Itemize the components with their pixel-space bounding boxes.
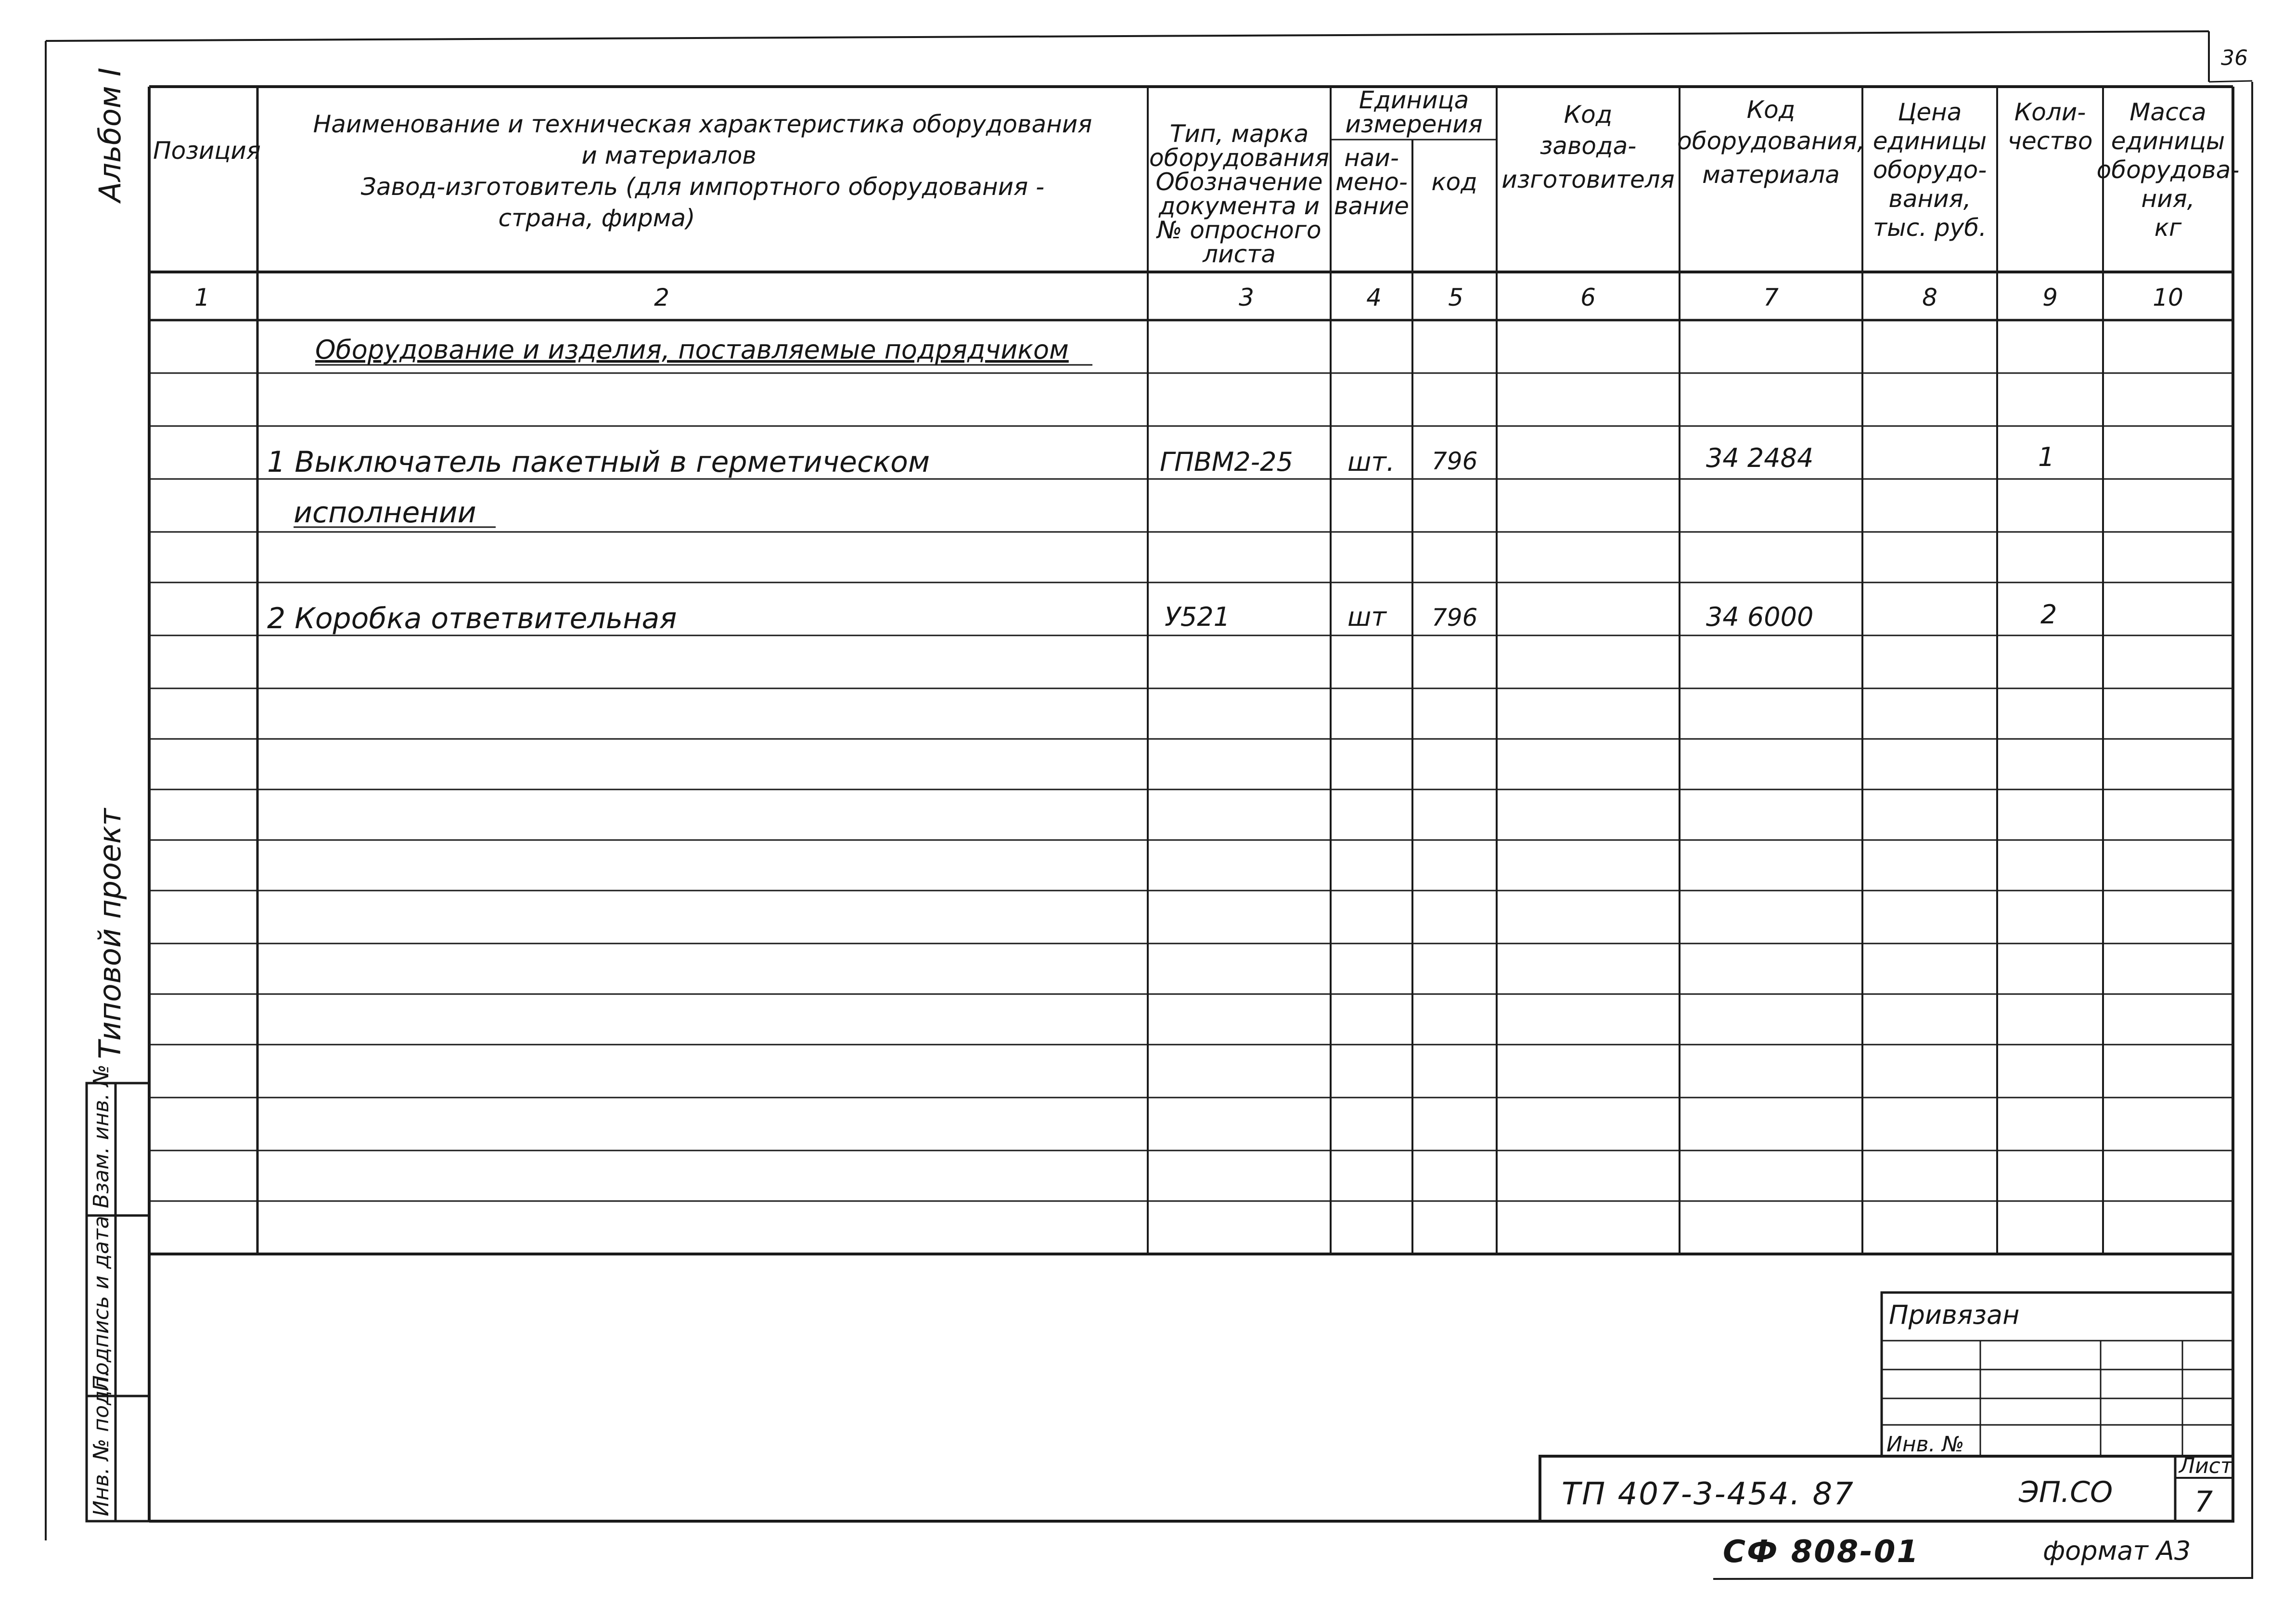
col-3-header-line-2: оборудования (1149, 144, 1329, 172)
col-number-8: 8 (1922, 284, 1937, 311)
section-title: Оборудование и изделия, поставляемые подрядчиком (315, 335, 1069, 365)
format-label: формат А3 (2043, 1536, 2191, 1566)
col-number-9: 9 (2042, 284, 2058, 311)
sheet-number: 7 (2194, 1485, 2213, 1519)
col-3-header-line-3: Обозначение (1155, 168, 1323, 196)
item-1-name: 1 Выключатель пакетный в герметическом (267, 445, 930, 479)
item-2-type: У521 (1165, 602, 1230, 632)
project-type-label: Типовой проект (92, 808, 128, 1059)
col-10-header-line-1: Масса (2129, 98, 2206, 126)
col-9-header-line-1: Коли- (2014, 98, 2086, 126)
linked-label: Привязан (1889, 1300, 2020, 1330)
item-2-equipment-code: 34 6000 (1706, 602, 1814, 632)
col-7-header-line-2: оборудования, (1677, 127, 1865, 155)
col-5-header: код (1431, 168, 1477, 196)
col-4-header-line-2: мено- (1335, 168, 1408, 196)
col-4-header-line-1: наи- (1344, 144, 1399, 172)
col-8-header-line-3: оборудо- (1873, 156, 1987, 184)
col-8-header-line-5: тыс. руб. (1873, 214, 1987, 242)
col-4-header-line-3: вание (1334, 192, 1410, 220)
table-grid (149, 87, 2233, 1254)
col-6-header-line-3: изготовителя (1501, 166, 1675, 194)
col-1-header: Позиция (153, 137, 261, 165)
col-number-6: 6 (1580, 284, 1596, 311)
col-2-header-line-2: и материалов (581, 142, 757, 169)
col-10-header-line-4: ния, (2141, 185, 2195, 213)
sheet-frame (46, 31, 2252, 1579)
col-number-2: 2 (654, 284, 669, 311)
col-10-header-line-5: кг (2154, 214, 2182, 242)
item-1-name-continued: исполнении (294, 496, 476, 530)
col-7-header-line-3: материала (1702, 161, 1840, 189)
item-1-quantity: 1 (2038, 442, 2055, 472)
form-code: СФ 808-01 (1723, 1534, 1920, 1570)
col-8-header-line-2: единицы (1873, 127, 1987, 155)
col-8-header-line-4: вания, (1888, 185, 1971, 213)
col-9-header-line-2: чество (2007, 127, 2093, 155)
col-6-header-line-1: Код (1564, 101, 1613, 129)
column-numbers-row (194, 284, 2183, 311)
col-10-header-line-2: единицы (2111, 127, 2225, 155)
col-2-header-line-1: Наименование и техническая характеристика оборудования (313, 110, 1092, 138)
col-2-header-line-3: Завод-изготовитель (для импортного оборудования - (360, 173, 1045, 201)
col-number-3: 3 (1239, 284, 1254, 311)
col-3-header-line-1: Тип, марка (1169, 120, 1309, 148)
table-body (267, 335, 2057, 635)
sheet-label: Лист (2179, 1454, 2233, 1478)
col-number-5: 5 (1448, 284, 1463, 311)
col-3-header-line-5: № опросного (1157, 216, 1321, 244)
col-2-header-line-4: страна, фирма) (498, 204, 695, 232)
col-6-header-line-2: завода- (1539, 132, 1637, 160)
table-header (153, 86, 2239, 268)
document-mark: ЭП.СО (2019, 1475, 2113, 1509)
stamp-field-replaced-inv: Взам. инв. № (89, 1064, 114, 1208)
item-1-type: ГПВМ2-25 (1160, 447, 1293, 477)
col-number-10: 10 (2153, 284, 2183, 311)
item-2-quantity: 2 (2040, 599, 2057, 630)
col-3-header-line-4: документа и (1158, 192, 1320, 220)
item-2-unit-code: 796 (1432, 604, 1478, 632)
item-1-unit-code: 796 (1432, 447, 1478, 475)
inv-no-label: Инв. № (1886, 1432, 1964, 1457)
col-number-7: 7 (1763, 284, 1779, 311)
unit-group-header-line-2: измерения (1345, 110, 1483, 138)
col-number-4: 4 (1366, 284, 1382, 311)
col-10-header-line-3: оборудова- (2096, 156, 2240, 184)
unit-group-header-line-1: Единица (1359, 86, 1469, 114)
item-1-equipment-code: 34 2484 (1706, 443, 1814, 473)
col-3-header-line-6: листа (1203, 240, 1276, 268)
stamp-field-signature-date: Подпись и дата (89, 1215, 114, 1391)
album-label: Альбом I (92, 67, 128, 202)
col-number-1: 1 (194, 284, 210, 311)
col-7-header-line-1: Код (1746, 96, 1796, 124)
item-2-name: 2 Коробка ответвительная (267, 602, 677, 635)
document-code: ТП 407-3-454. 87 (1562, 1476, 1855, 1512)
item-2-unit: шт (1347, 602, 1386, 632)
item-1-unit: шт. (1347, 447, 1395, 477)
page-number: 36 (2221, 46, 2248, 70)
col-8-header-line-1: Цена (1898, 98, 1962, 126)
stamp-field-original-inv: Инв. № подл. (89, 1370, 114, 1516)
